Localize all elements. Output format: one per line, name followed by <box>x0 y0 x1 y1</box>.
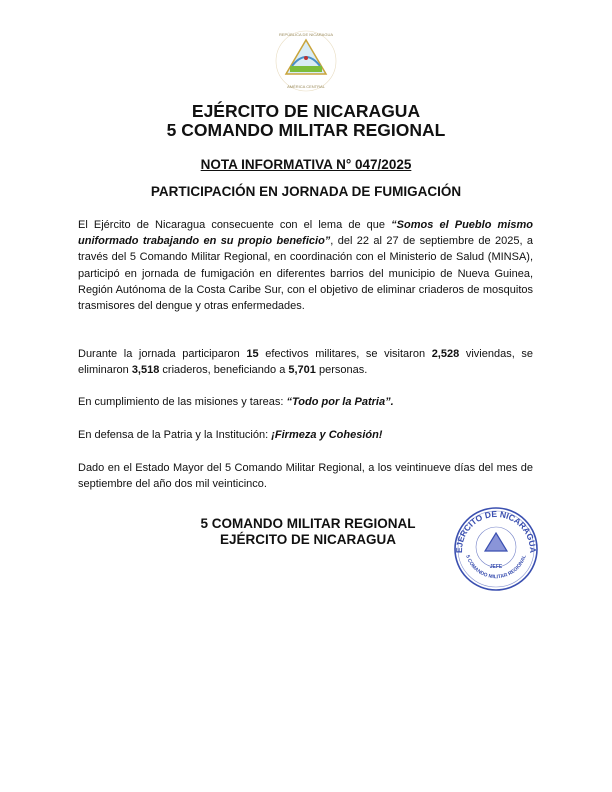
note-subject: PARTICIPACIÓN EN JORNADA DE FUMIGACIÓN <box>150 184 462 199</box>
homes-count: 2,528 <box>431 348 460 360</box>
command-title: 5 COMANDO MILITAR REGIONAL <box>166 120 446 140</box>
people-count: 5,701 <box>288 364 316 377</box>
paragraph-text: , del 22 al 27 de septiembre de 2025, a través del 5 Comando Militar Regional, en coordinación con el Ministerio de Salud (MINSA), participó en jornada de fumigación en diferentes barrios del municipio de Nueva Guinea, Región Autónoma de la Costa Caribe Sur, con el objetivo de eliminar criaderos de mosquitos trasmisores del dengue y otras enfermedades. <box>78 235 533 313</box>
paragraph-mission <box>78 394 533 410</box>
paragraph-text: El Ejército de Nicaragua consecuente con el lema de que <box>78 219 392 231</box>
paragraph-intro <box>78 217 533 314</box>
note-number: NOTA INFORMATIVA N° 047/2025 <box>200 157 412 172</box>
svg-text:AMÉRICA CENTRAL: AMÉRICA CENTRAL <box>287 84 325 89</box>
breeding-sites-count: 3,518 <box>131 364 160 377</box>
signature-line-2: EJÉRCITO DE NICARAGUA <box>219 532 397 547</box>
institution-title: EJÉRCITO DE NICARAGUA <box>191 101 421 121</box>
paragraph-results <box>78 346 533 378</box>
motto-text: “Somos el Pueblo mismo uniformado trabajando en su propio beneficio” <box>78 219 533 248</box>
svg-text:REPÚBLICA DE NICARAGUA: REPÚBLICA DE NICARAGUA <box>278 32 334 37</box>
nicaragua-coat-of-arms-icon <box>268 28 344 94</box>
paragraph-text: En defensa de la Patria y la Institución: <box>78 429 272 441</box>
svg-text:EJÉRCITO DE NICARAGUA: EJÉRCITO DE NICARAGUA <box>453 508 539 554</box>
paragraph-text: viviendas, se eliminaron <box>78 348 533 377</box>
svg-text:JEFE: JEFE <box>489 564 503 570</box>
paragraph-text: Durante la jornada participaron <box>78 348 247 360</box>
signature-line-1: 5 COMANDO MILITAR REGIONAL <box>200 516 416 531</box>
soldiers-count: 15 <box>246 348 259 360</box>
paragraph-text: personas. <box>315 364 368 377</box>
paragraph-defense <box>78 427 533 443</box>
svg-text:5 COMANDO MILITAR REGIONAL: 5 COMANDO MILITAR REGIONAL <box>464 554 528 581</box>
paragraph-date: Dado en el Estado Mayor del 5 Comando Militar Regional, a los veintinueve días del mes de septiembre del año dos mil veinticinco. <box>78 462 533 491</box>
slogan-text: “Todo por la Patria”. <box>286 396 394 408</box>
official-seal-icon <box>450 505 542 593</box>
paragraph-text: En cumplimiento de las misiones y tareas: <box>78 396 287 408</box>
paragraph-text: efectivos militares, se visitaron <box>258 348 432 360</box>
paragraph-text: criaderos, beneficiando a <box>159 364 289 377</box>
slogan-text: ¡Firmeza y Cohesión! <box>271 429 383 441</box>
